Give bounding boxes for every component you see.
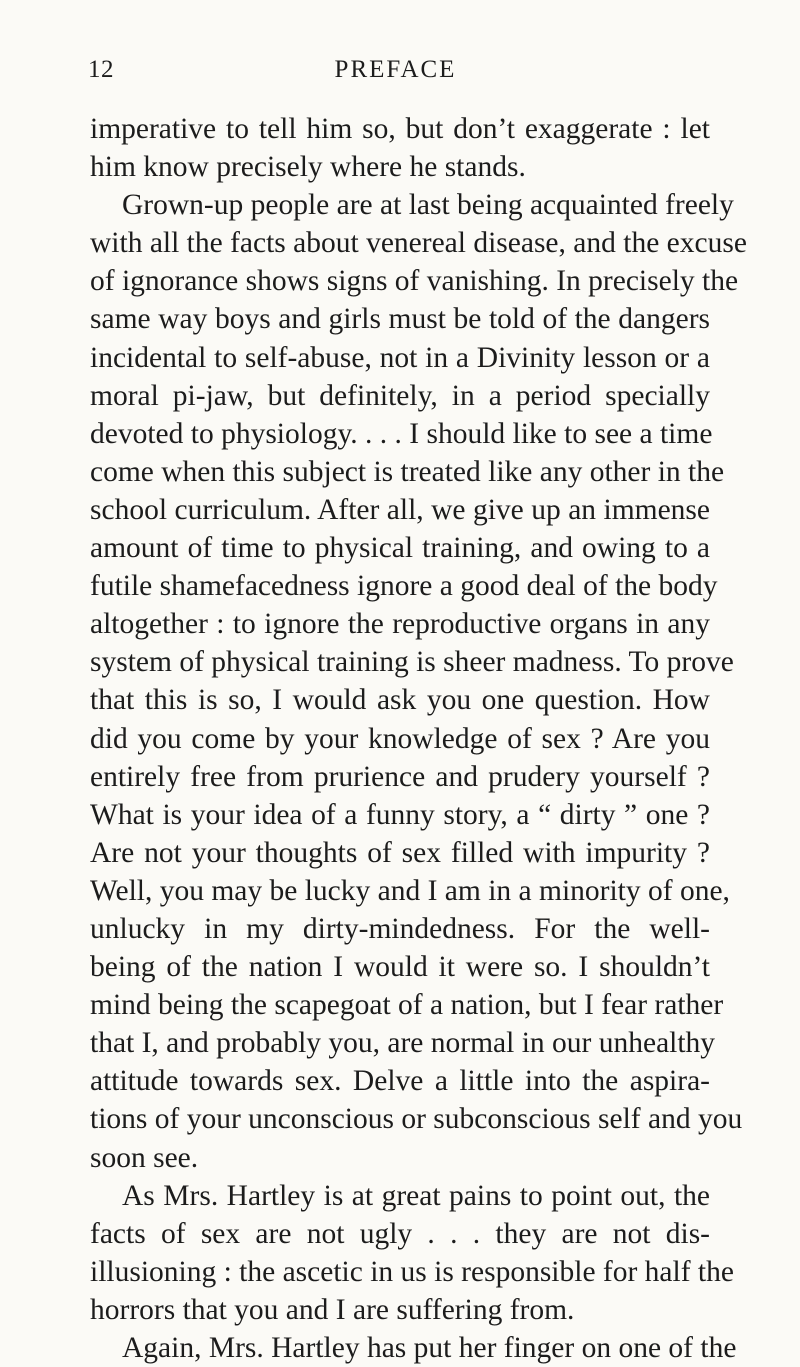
running-title: PREFACE: [334, 56, 457, 83]
text-line: same way boys and girls must be told of the dangers: [90, 303, 710, 336]
text-line: soon see.: [90, 1141, 199, 1174]
text-line: come when this subject is treated like any other in the: [90, 455, 725, 488]
text-line: incidental to self-abuse, not in a Divinity lesson or a: [90, 341, 710, 374]
text-line: tions of your unconscious or subconscious self and you: [90, 1103, 743, 1136]
body-text: [90, 110, 747, 1367]
text-line: What is your idea of a funny story, a “ dirty ” one ?: [90, 798, 710, 831]
running-head: [88, 56, 703, 90]
text-line: Again, Mrs. Hartley has put her finger on one of the: [122, 1332, 737, 1364]
text-line: of ignorance shows signs of vanishing. In precisely the: [90, 265, 739, 298]
text-line: that this is so, I would ask you one question. How: [90, 684, 710, 717]
text-line: facts of sex are not ugly . . . they are not dis-: [90, 1217, 710, 1250]
text-line: attitude towards sex. Delve a little into the aspira-: [90, 1065, 710, 1098]
text-line: futile shamefacedness ignore a good deal of the body: [90, 570, 718, 603]
text-line: that I, and probably you, are normal in our unhealthy: [90, 1027, 716, 1060]
text-line: system of physical training is sheer madness. To prove: [90, 646, 734, 679]
text-line: with all the facts about venereal disease, and the excuse: [90, 227, 747, 260]
text-line: Well, you may be lucky and I am in a minority of one,: [90, 874, 730, 907]
text-line: illusioning : the ascetic in us is responsible for half the: [90, 1255, 734, 1288]
text-line: amount of time to physical training, and owing to a: [90, 532, 710, 565]
text-line: school curriculum. After all, we give up an immense: [90, 493, 710, 526]
text-line: him know precisely where he stands.: [90, 151, 526, 184]
text-line: did you come by your knowledge of sex ? Are you: [90, 722, 710, 755]
text-line: entirely free from prurience and prudery yourself ?: [90, 760, 710, 793]
text-line: altogether : to ignore the reproductive organs in any: [90, 608, 710, 641]
text-line: moral pi-jaw, but definitely, in a period specially: [90, 379, 710, 412]
text-line: Grown-up people are at last being acquainted freely: [122, 189, 734, 222]
page-number: 12: [88, 56, 114, 83]
text-line: Are not your thoughts of sex filled with impurity ?: [90, 836, 710, 869]
text-line: devoted to physiology. . . . I should like to see a time: [90, 417, 713, 450]
text-line: As Mrs. Hartley is at great pains to point out, the: [122, 1179, 710, 1212]
text-line: unlucky in my dirty-mindedness. For the well-: [90, 912, 710, 945]
text-line: imperative to tell him so, but don’t exaggerate : let: [90, 113, 710, 145]
text-line: horrors that you and I are suffering from.: [90, 1293, 575, 1326]
text-line: mind being the scapegoat of a nation, but I fear rather: [90, 989, 724, 1022]
text-line: being of the nation I would it were so. I shouldn’t: [90, 951, 710, 984]
